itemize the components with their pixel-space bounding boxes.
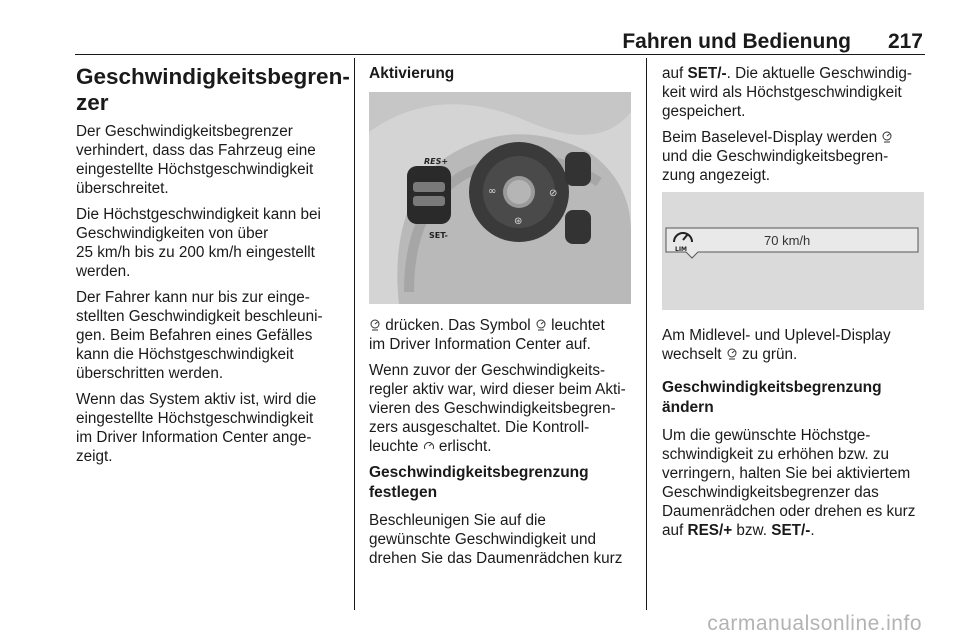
text-line: schwindigkeit zu erhöhen bzw. zu	[662, 446, 890, 463]
text-line: überschreitet.	[76, 180, 169, 197]
speed-limiter-icon	[881, 131, 893, 143]
text-line: regler aktiv war, wird dieser beim Akti-	[369, 381, 626, 398]
text-run: auf	[662, 522, 688, 539]
heading-line: festlegen	[369, 484, 438, 501]
section-title	[76, 64, 350, 116]
text-line: Beschleunigen Sie auf die	[369, 512, 546, 529]
set-minus-label: SET/-	[771, 522, 811, 539]
text-line: Der Geschwindigkeitsbegrenzer	[76, 123, 293, 140]
text-line: Daumenrädchen oder drehen es kurz	[662, 503, 916, 520]
middle-paragraph-1	[369, 316, 641, 354]
text-run: leuchtet	[546, 317, 605, 334]
lim-label: LIM	[675, 246, 688, 253]
cruise-control-icon	[423, 440, 435, 452]
steering-wheel-illustration	[369, 92, 631, 304]
baselevel-display-image	[662, 192, 924, 310]
text-line: gewünschte Geschwindigkeit und	[369, 531, 597, 548]
text-line: verringern, halten Sie bei aktiviertem	[662, 465, 911, 482]
text-run: zu grün.	[737, 346, 798, 363]
middle-column	[369, 64, 641, 575]
right-paragraph-3	[662, 326, 930, 364]
display-speed-value: 70 km/h	[764, 233, 811, 248]
middle-paragraph-3	[369, 511, 641, 568]
speed-limiter-icon	[535, 319, 547, 331]
text-run: drücken. Das Symbol	[381, 317, 535, 334]
text-line: überschritten werden.	[76, 365, 224, 382]
set-minus-label: SET/-	[687, 65, 727, 82]
svg-text:⊘: ⊘	[549, 188, 558, 199]
text-run: leuchte	[369, 438, 423, 455]
res-label: RES+	[424, 157, 449, 166]
text-line: Wenn zuvor der Geschwindigkeits-	[369, 362, 606, 379]
left-paragraph-3	[76, 288, 346, 383]
left-paragraph-4	[76, 390, 346, 466]
text-line: und die Geschwindigkeitsbegren-	[662, 148, 889, 165]
text-line: Geschwindigkeitsbegrenzer das	[662, 484, 879, 501]
text-line: 25 km/h bis zu 200 km/h eingestellt	[76, 244, 315, 261]
text-line: gespeichert.	[662, 103, 746, 120]
text-line: zers ausgeschaltet. Die Kontroll-	[369, 419, 590, 436]
right-paragraph-1	[662, 64, 930, 121]
left-paragraph-1	[76, 122, 346, 198]
text-run: auf	[662, 65, 688, 82]
text-line: Der Fahrer kann nur bis zur einge-	[76, 289, 310, 306]
text-line: Am Midlevel- und Uplevel-Display	[662, 327, 891, 344]
text-line: werden.	[76, 263, 131, 280]
page-header	[75, 30, 925, 52]
heading-line: Geschwindigkeitsbegrenzung	[369, 464, 589, 481]
watermark: carmanualsonline.info	[707, 612, 922, 635]
svg-text:⊛: ⊛	[514, 216, 523, 227]
text-run: .	[810, 522, 815, 539]
svg-text:∞: ∞	[488, 186, 497, 197]
text-line: Geschwindigkeiten von über	[76, 225, 269, 242]
res-plus-label: RES/+	[687, 522, 733, 539]
text-run: erlischt.	[434, 438, 492, 455]
heading-line: ändern	[662, 399, 714, 416]
text-line: im Driver Information Center auf.	[369, 336, 591, 353]
text-run: bzw.	[732, 522, 772, 539]
heading-line: Geschwindigkeitsbegrenzung	[662, 379, 882, 396]
right-column	[662, 64, 930, 547]
heading-aendern	[662, 378, 930, 418]
text-line: kann die Höchstgeschwindigkeit	[76, 346, 294, 363]
text-run: wechselt	[662, 346, 726, 363]
text-line: verhindert, dass das Fahrzeug eine	[76, 142, 316, 159]
text-run: Beim Baselevel-Display werden	[662, 129, 882, 146]
text-line: Um die gewünschte Höchstge-	[662, 427, 871, 444]
text-line: gen. Beim Befahren eines Gefälles	[76, 327, 313, 344]
heading-aktivierung: Aktivierung	[369, 65, 455, 82]
middle-paragraph-2	[369, 361, 641, 456]
set-label: SET-	[429, 231, 448, 240]
column-divider-1	[354, 58, 355, 610]
text-line: Wenn das System aktiv ist, wird die	[76, 391, 317, 408]
text-line: eingestellte Höchstgeschwindigkeit	[76, 410, 314, 427]
speed-limiter-icon	[726, 348, 738, 360]
header-rule	[75, 54, 925, 55]
text-line: zung angezeigt.	[662, 167, 771, 184]
text-line: keit wird als Höchstgeschwindigkeit	[662, 84, 902, 101]
section-title-line1: Geschwindigkeitsbegren-	[76, 64, 350, 89]
text-line: eingestellte Höchstgeschwindigkeit	[76, 161, 314, 178]
text-line: vieren des Geschwindigkeitsbegren-	[369, 400, 616, 417]
page-section-title: Fahren und Bedienung	[622, 30, 851, 53]
left-paragraph-2	[76, 205, 346, 281]
section-title-line2: zer	[76, 90, 109, 115]
page-number: 217	[887, 30, 923, 53]
speed-limiter-icon	[369, 319, 381, 331]
text-line: Die Höchstgeschwindigkeit kann bei	[76, 206, 321, 223]
steering-wheel-controls-photo	[369, 92, 631, 304]
heading-festlegen	[369, 463, 641, 503]
right-paragraph-4	[662, 426, 930, 540]
text-line: zeigt.	[76, 448, 113, 465]
text-run: . Die aktuelle Geschwindig-	[726, 65, 912, 82]
display-illustration	[662, 192, 924, 310]
text-line: stellten Geschwindigkeit beschleuni-	[76, 308, 323, 325]
left-column	[76, 64, 350, 473]
text-line: drehen Sie das Daumenrädchen kurz	[369, 550, 623, 567]
text-line: im Driver Information Center ange-	[76, 429, 312, 446]
right-paragraph-2	[662, 128, 930, 185]
column-divider-2	[646, 58, 647, 610]
